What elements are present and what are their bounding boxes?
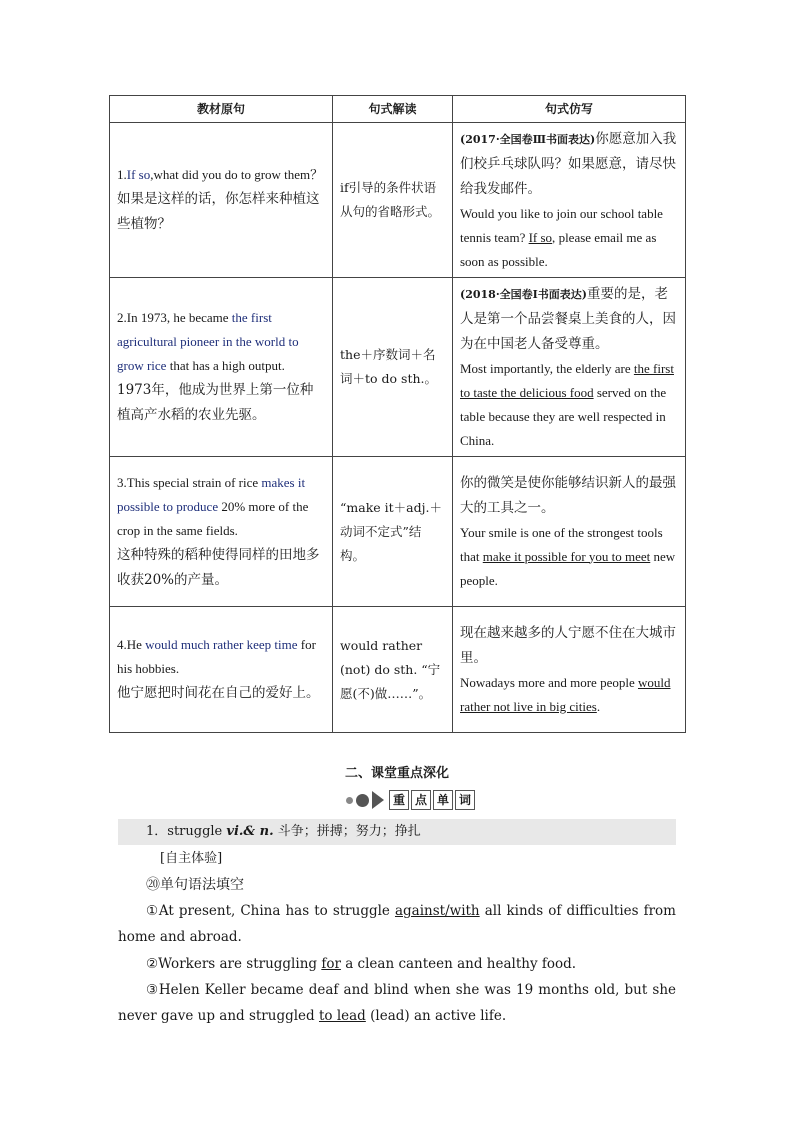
- self-study-label: [自主体验]: [160, 851, 223, 866]
- explanation-cell: if引导的条件状语从句的省略形式。: [333, 123, 453, 278]
- answer-underline: If so,: [528, 229, 556, 245]
- original-sentence-cell: 2.In 1973, he became the first agricultural pioneer in the world to grow rice that has a high output. 1973年，他成为世界上第一位种植高产水稻的农业先驱。: [110, 278, 333, 457]
- table-row: [110, 123, 686, 278]
- answer-blank: for: [321, 956, 341, 972]
- exercise-item: ②Workers are struggling for a clean canteen and healthy food.: [146, 956, 577, 972]
- table-row: [110, 457, 686, 607]
- original-sentence-cell: 4.He would much rather keep time for his hobbies. 他宁愿把时间花在自己的爱好上。: [110, 607, 333, 733]
- table-row: [110, 278, 686, 457]
- table-row: [110, 607, 686, 733]
- key-words-badge: [346, 789, 475, 811]
- imitation-cell: (2017·全国卷Ⅲ书面表达)你愿意加入我们校乒乓球队吗？如果愿意，请尽快给我发邮件。 Would you like to join our school table tennis team? If so, please email me as soon as possible.: [453, 123, 686, 278]
- imitation-cell: (2018·全国卷Ⅰ书面表达)重要的是，老人是第一个品尝餐桌上美食的人，因为在中国老人备受尊重。 Most importantly, the elderly are the first to taste the delicious food served on the table because they are well respected in China.: [453, 278, 686, 457]
- explanation-cell: “make it＋adj.＋动词不定式”结构。: [333, 457, 453, 607]
- header-imitation: 句式仿写: [453, 96, 686, 123]
- exercise-item: ③Helen Keller became deaf and blind when she was 19 months old, but she never gave up and struggled to lead (lead) an active life.: [118, 982, 676, 1024]
- section-title: 二、课堂重点深化: [344, 766, 449, 781]
- chinese-translation: 这种特殊的稻种使得同样的田地多收获20%的产量。: [117, 546, 320, 588]
- vocab-entry-bar: 1．struggle vi.& n. 斗争；拼搏；努力；挣扎: [118, 819, 676, 845]
- large-dot-icon: [356, 794, 369, 807]
- exercise-item: ①At present, China has to struggle against/with all kinds of difficulties from home and abroad.: [118, 903, 676, 945]
- original-sentence-cell: 3.This special strain of rice makes it possible to produce 20% more of the crop in the same fields. 这种特殊的稻种使得同样的田地多收获20%的产量。: [110, 457, 333, 607]
- original-sentence-cell: 1.If so,what did you do to grow them？ 如果是这样的话，你怎样来种植这些植物？: [110, 123, 333, 278]
- answer-blank: against/with: [394, 903, 480, 919]
- source-tag: (2017·全国卷Ⅲ书面表达): [460, 132, 596, 146]
- badge-label: 重 点 单 词: [389, 790, 475, 810]
- imitation-cell: 现在越来越多的人宁愿不住在大城市里。 Nowadays more and more people would rather not live in big cities.: [453, 607, 686, 733]
- exercise-label: ⑳单句语法填空: [146, 877, 244, 893]
- chinese-translation: 如果是这样的话，你怎样来种植这些植物？: [117, 191, 320, 232]
- chinese-translation: 他宁愿把时间花在自己的爱好上。: [117, 685, 320, 701]
- small-dot-icon: [346, 797, 353, 804]
- header-original-sentence: 教材原句: [110, 96, 333, 123]
- answer-blank: to lead: [318, 1008, 366, 1024]
- answer-underline: the first to taste the delicious food: [460, 360, 674, 400]
- highlighted-phrase: would much rather keep time: [145, 637, 298, 652]
- highlighted-phrase: the first agricultural pioneer in the world to grow rice: [117, 310, 299, 373]
- explanation-cell: would rather (not) do sth. “宁愿(不)做……”。: [333, 607, 453, 733]
- highlighted-phrase: If so: [126, 167, 151, 182]
- answer-underline: would rather not live in big cities: [460, 674, 671, 714]
- source-tag: (2018·全国卷Ⅰ书面表达): [460, 287, 587, 301]
- answer-underline: make it possible for you to meet: [482, 548, 651, 564]
- chinese-translation: 1973年，他成为世界上第一位种植高产水稻的农业先驱。: [117, 382, 314, 423]
- header-pattern-explanation: 句式解读: [333, 96, 453, 123]
- explanation-cell: the＋序数词＋名词＋to do sth.。: [333, 278, 453, 457]
- arrow-icon: [372, 791, 384, 809]
- table-header-row: [110, 96, 686, 123]
- part-of-speech: vi.& n.: [226, 824, 274, 839]
- sentence-pattern-table: [109, 95, 686, 733]
- highlighted-phrase: makes it possible to produce: [117, 474, 306, 514]
- imitation-cell: 你的微笑是使你能够结识新人的最强大的工具之一。 Your smile is one of the strongest tools that make it possible for you to meet new people.: [453, 457, 686, 607]
